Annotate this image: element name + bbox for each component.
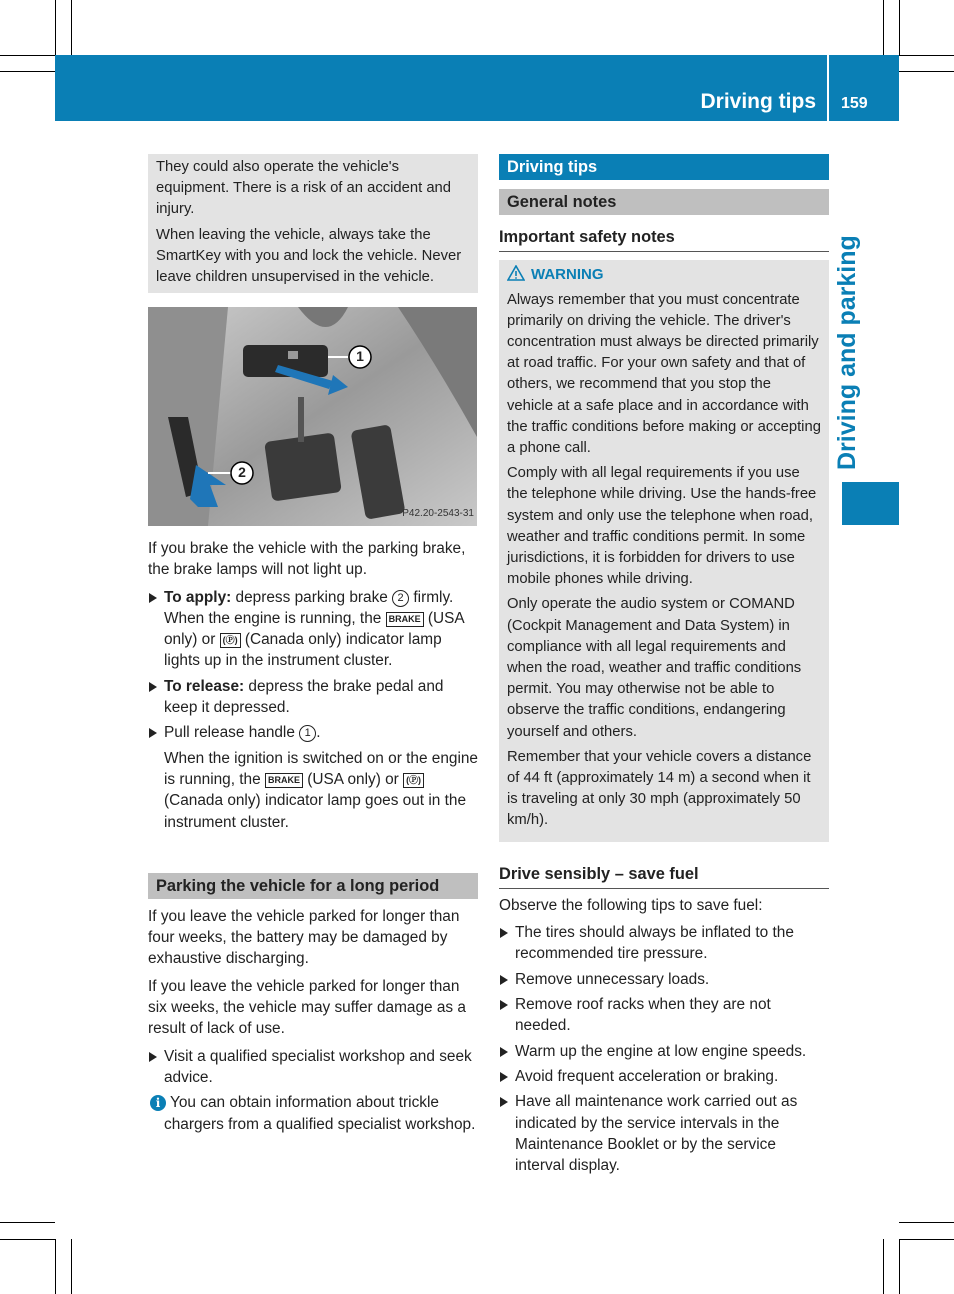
warning-box bbox=[499, 260, 829, 841]
crop-mark bbox=[71, 0, 72, 55]
parking-lamp-icon: (Ⓟ) bbox=[403, 773, 424, 788]
crop-mark bbox=[0, 71, 55, 72]
info-icon: i bbox=[150, 1095, 166, 1111]
paragraph: If you leave the vehicle parked for longer than six weeks, the vehicle may suffer damage as a result of lack of use. bbox=[148, 977, 466, 1038]
warning-paragraph: Always remember that you must concentrate primarily on driving the vehicle. The driver's concentration must always be directed primarily at road traffic. For your own safety and that of others, we recommend that you stop the vehicle at a safe place and in accordance with the traffic conditions before making or accepting a phone call. bbox=[507, 291, 821, 456]
crop-mark bbox=[899, 71, 954, 72]
page-number: 159 bbox=[841, 95, 868, 112]
crop-mark bbox=[899, 55, 954, 56]
result-text: When the ignition is switched on or the engine is running, the BRAKE (USA only) or (Ⓟ) (Canada only) indicator lamp goes out in the instrument cluster. bbox=[164, 749, 478, 831]
parking-lamp-icon: (Ⓟ) bbox=[220, 633, 241, 648]
warning-paragraph: Comply with all legal requirements if you use the telephone while driving. Use the hands-free system and only use the telephone when road, weather and traffic conditions permit. In some jurisdictions, it is forbidden for drivers to use mobile phones while driving. bbox=[507, 465, 817, 588]
section-heading: Driving tips bbox=[499, 154, 829, 180]
info-note: i You can obtain information about trickle chargers from a qualified specialist workshop. bbox=[148, 1092, 478, 1135]
subsubsection-heading: Drive sensibly – save fuel bbox=[499, 864, 829, 889]
list-item: Visit a qualified specialist workshop and seek advice. bbox=[148, 1046, 478, 1089]
intro-paragraph: If you brake the vehicle with the parking brake, the brake lamps will not light up. bbox=[148, 540, 466, 579]
brake-lamp-icon: BRAKE bbox=[265, 773, 303, 788]
crop-mark bbox=[899, 0, 900, 55]
crop-mark bbox=[55, 0, 56, 55]
list-item: The tires should always be inflated to the recommended tire pressure. bbox=[499, 922, 829, 965]
list-item: Have all maintenance work carried out as indicated by the service intervals in the Maintenance Booklet or by the service interval display. bbox=[499, 1091, 829, 1176]
left-column bbox=[148, 154, 478, 1139]
section-heading: Parking the vehicle for a long period bbox=[148, 873, 478, 899]
warning-paragraph: When leaving the vehicle, always take the SmartKey with you and lock the vehicle. Never leave children unsupervised in the vehicle. bbox=[156, 226, 462, 286]
crop-mark bbox=[0, 55, 55, 56]
warning-triangle-icon bbox=[507, 265, 525, 281]
subsection-heading: General notes bbox=[499, 189, 829, 215]
warning-continuation-box bbox=[148, 154, 478, 293]
chapter-tab bbox=[842, 482, 899, 525]
subsubsection-heading: Important safety notes bbox=[499, 227, 829, 252]
crop-mark bbox=[899, 1222, 954, 1223]
list-item: Pull release handle 1 . bbox=[148, 722, 478, 743]
chapter-side-label bbox=[833, 160, 871, 470]
callout-2: 2 bbox=[238, 464, 246, 480]
list-item: To release: depress the brake pedal and keep it depressed. bbox=[148, 676, 478, 719]
list-item: To apply: depress parking brake 2 firmly. When the engine is running, the BRAKE (USA only) or (Ⓟ) (Canada only) indicator lamp lights up in the instrument cluster. bbox=[148, 587, 478, 672]
brake-lamp-icon: BRAKE bbox=[386, 612, 424, 627]
warning-paragraph: Remember that your vehicle covers a distance of 44 ft (approximately 14 m) a second when it is traveling at only 30 mph (approximately 50 km/h). bbox=[507, 748, 812, 829]
pedal-illustration bbox=[148, 307, 477, 526]
right-column bbox=[499, 154, 829, 1180]
crop-mark bbox=[883, 0, 884, 55]
crop-mark bbox=[899, 1239, 954, 1240]
crop-mark bbox=[0, 1222, 55, 1223]
list-item: Warm up the engine at low engine speeds. bbox=[499, 1041, 829, 1062]
paragraph: Observe the following tips to save fuel: bbox=[499, 896, 763, 914]
header-divider bbox=[827, 55, 829, 121]
warning-title: WARNING bbox=[507, 264, 821, 285]
list-item: Remove unnecessary loads. bbox=[499, 969, 829, 990]
crop-mark bbox=[0, 1239, 55, 1240]
page-header bbox=[55, 55, 899, 121]
warning-paragraph: Only operate the audio system or COMAND (Cockpit Management and Data System) in compliance with all legal requirements and when the road, weather and traffic conditions permit. You may otherwise not be able to observe the traffic conditions, endangering yourself and others. bbox=[507, 596, 802, 740]
list-item: Avoid frequent acceleration or braking. bbox=[499, 1066, 829, 1087]
chapter-label-text: Driving and parking bbox=[833, 235, 861, 470]
callout-ref-1: 1 bbox=[299, 725, 316, 742]
callout-1: 1 bbox=[356, 348, 364, 364]
parking-brake-photo bbox=[148, 307, 477, 526]
list-item: Remove roof racks when they are not needed. bbox=[499, 994, 829, 1037]
crop-mark bbox=[899, 1239, 900, 1294]
warning-paragraph: They could also operate the vehicle's equipment. There is a risk of an accident and injury. bbox=[156, 159, 452, 218]
section-title: Driving tips bbox=[700, 90, 816, 113]
crop-mark bbox=[883, 1239, 884, 1294]
paragraph: If you leave the vehicle parked for longer than four weeks, the battery may be damaged by exhaustive discharging. bbox=[148, 907, 460, 968]
image-code: P42.20-2543-31 bbox=[402, 507, 474, 519]
crop-mark bbox=[55, 1239, 56, 1294]
crop-mark bbox=[71, 1239, 72, 1294]
callout-ref-2: 2 bbox=[392, 590, 409, 607]
